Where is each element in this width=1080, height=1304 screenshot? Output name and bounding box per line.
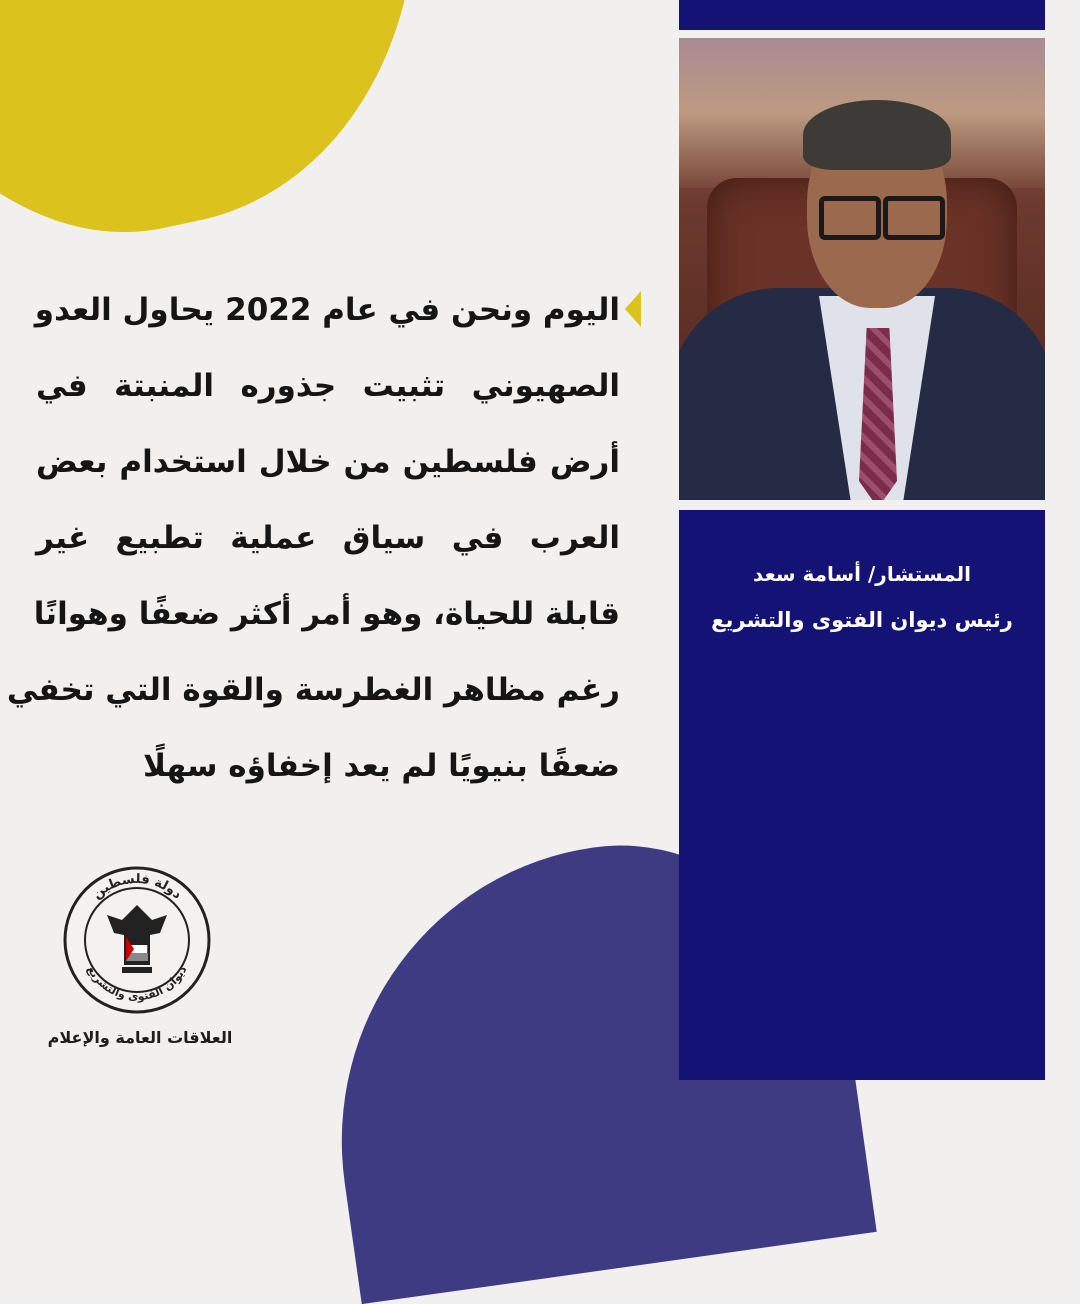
- emblem-top-text: دولة فلسطين: [89, 871, 185, 903]
- quote-line: الصهيوني تثبيت جذوره المنبتة في: [36, 368, 620, 404]
- palestine-emblem-logo: [62, 865, 212, 1015]
- quote-line: قابلة للحياة، وهو أمر أكثر ضعفًا وهوانًا: [33, 596, 620, 632]
- quote-line: العرب في سياق عملية تطبيع غير: [36, 520, 620, 556]
- speaker-photo: [679, 38, 1045, 500]
- speaker-title: رئيس ديوان الفتوى والتشريع: [711, 608, 1013, 632]
- eagle-emblem-icon: [62, 865, 212, 1015]
- top-band: [679, 0, 1045, 30]
- yellow-decor-shape: [0, 0, 481, 285]
- speaker-column: [679, 0, 1045, 1080]
- quote-marker-icon: [625, 291, 641, 327]
- quote-line: رغم مظاهر الغطرسة والقوة التي تخفي: [6, 672, 620, 708]
- quote-line: ضعفًا بنيويًا لم يعد إخفاؤه سهلًا: [142, 748, 620, 784]
- speaker-name: المستشار/ أسامة سعد: [753, 562, 971, 586]
- quote-line: أرض فلسطين من خلال استخدام بعض: [36, 444, 620, 480]
- footer-department: العلاقات العامة والإعلام: [47, 1028, 233, 1047]
- speaker-name-panel: [679, 510, 1045, 1080]
- quote-line: اليوم ونحن في عام 2022 يحاول العدو: [34, 292, 620, 328]
- emblem-bottom-text: ديوان الفتوى والتشريع: [84, 963, 190, 1004]
- quote-text: [6, 272, 620, 804]
